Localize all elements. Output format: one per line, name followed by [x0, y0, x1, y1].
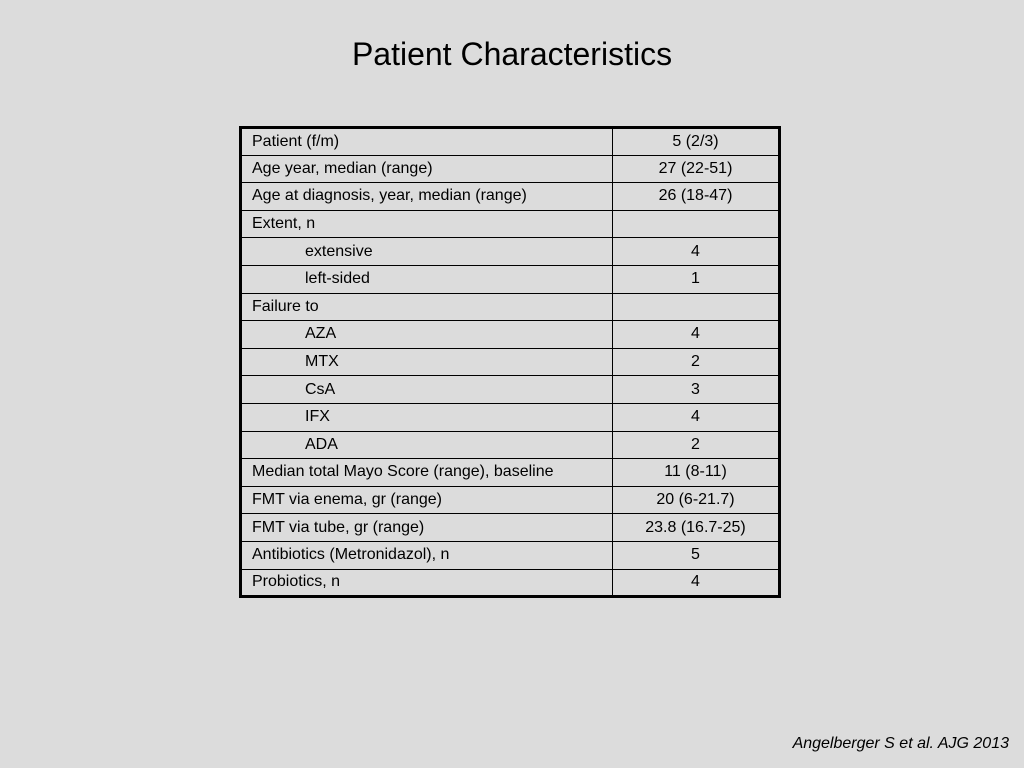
- row-value: 11 (8-11): [613, 459, 780, 487]
- table-row: [241, 210, 780, 238]
- row-label: CsA: [241, 376, 613, 404]
- row-value: 4: [613, 403, 780, 431]
- row-value: 5 (2/3): [613, 128, 780, 156]
- table-row: [241, 238, 780, 266]
- table-row: [241, 265, 780, 293]
- row-value: 26 (18-47): [613, 183, 780, 211]
- row-label: FMT via tube, gr (range): [241, 514, 613, 542]
- table-row: [241, 514, 780, 542]
- table-row: [241, 128, 780, 156]
- row-label: Probiotics, n: [241, 569, 613, 597]
- row-label: left-sided: [241, 265, 613, 293]
- row-label: FMT via enema, gr (range): [241, 486, 613, 514]
- row-value: 4: [613, 238, 780, 266]
- row-value: 3: [613, 376, 780, 404]
- row-label: Failure to: [241, 293, 613, 321]
- row-value: 2: [613, 431, 780, 459]
- row-value: 23.8 (16.7-25): [613, 514, 780, 542]
- table-row: [241, 431, 780, 459]
- row-value: 5: [613, 541, 780, 569]
- table-row: [241, 486, 780, 514]
- row-label: Extent, n: [241, 210, 613, 238]
- table-body: [241, 128, 780, 597]
- row-value: [613, 210, 780, 238]
- table-row: [241, 321, 780, 349]
- table-row: [241, 569, 780, 597]
- row-value: 4: [613, 569, 780, 597]
- table-row: [241, 155, 780, 183]
- row-label: extensive: [241, 238, 613, 266]
- table-row: [241, 459, 780, 487]
- row-label: IFX: [241, 403, 613, 431]
- row-value: 4: [613, 321, 780, 349]
- patient-characteristics-table: [239, 126, 781, 598]
- table-row: [241, 183, 780, 211]
- row-label: MTX: [241, 348, 613, 376]
- row-label: Antibiotics (Metronidazol), n: [241, 541, 613, 569]
- row-value: 27 (22-51): [613, 155, 780, 183]
- row-value: 2: [613, 348, 780, 376]
- row-label: Median total Mayo Score (range), baseline: [241, 459, 613, 487]
- row-label: ADA: [241, 431, 613, 459]
- table-row: [241, 348, 780, 376]
- citation: Angelberger S et al. AJG 2013: [792, 735, 1009, 752]
- table-row: [241, 376, 780, 404]
- row-label: Age year, median (range): [241, 155, 613, 183]
- row-value: 1: [613, 265, 780, 293]
- row-value: 20 (6-21.7): [613, 486, 780, 514]
- table-row: [241, 403, 780, 431]
- slide-title: Patient Characteristics: [351, 36, 673, 72]
- row-label: Age at diagnosis, year, median (range): [241, 183, 613, 211]
- table-row: [241, 541, 780, 569]
- row-value: [613, 293, 780, 321]
- row-label: Patient (f/m): [241, 128, 613, 156]
- row-label: AZA: [241, 321, 613, 349]
- table-row: [241, 293, 780, 321]
